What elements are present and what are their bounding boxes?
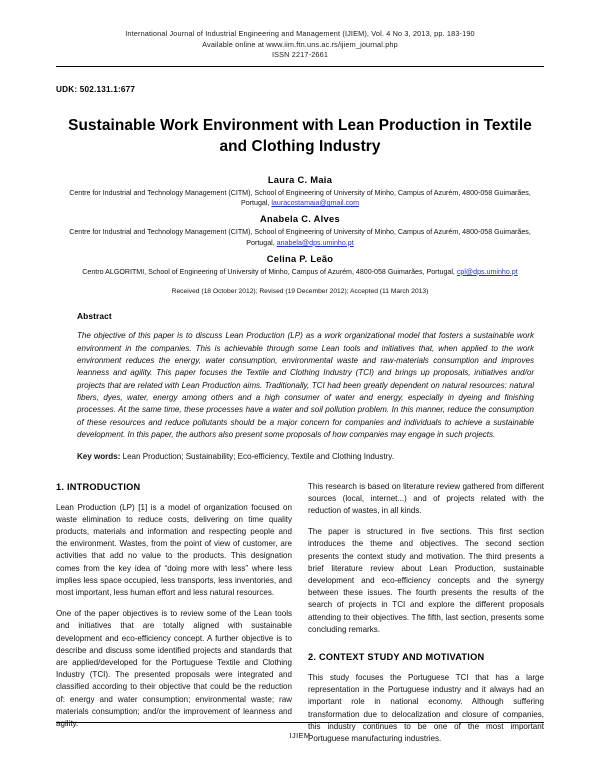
running-head — [56, 0, 544, 61]
affiliation-text: Centro ALGORITMI, School of Engineering of University of Minho, Campus of Azurém, 4800-058 Guimarães, Portugal, — [82, 267, 457, 276]
footer-divider — [56, 722, 544, 723]
paragraph: This research is based on literature review gathered from different sources (local, internet...) and of projects related with the reduction of wastes, in all kinds. — [308, 481, 544, 515]
running-head-line-3: ISSN 2217-2661 — [271, 50, 329, 60]
submission-dates: Received (18 October 2012); Revised (19 December 2012); Accepted (11 March 2013) — [171, 288, 429, 296]
page-title: Sustainable Work Environment with Lean Production in Textile and Clothing Industry — [68, 116, 532, 155]
keywords-line — [77, 451, 534, 463]
abstract-body: The objective of this paper is to discuss Lean Production (LP) as a work organizational model that fosters a sustainable work environment in the companies. This is achievable through some Lean tools and initiatives that, when applied to the work environment reduces the energy, water consumption, environmental waste and raw-materials consumption and improves leanness and agility. This paper focuses the Textile and Clothing Industry (TCI) and brings up proposals, initiatives and/or projects that are related with Lean Production aims. Traditionally, TCI had been greatly dependent on natural resources: natural fibers, dyes, water, energy among others and a high consumer of water and energy, especially in dyeing and finishing processes. At the same time, these processes have a water and soil pollution problem. In this manner, reduce the consumption of these resources and reduce pollutants should be a major concern for companies and individuals to achieve a sustainable development. In this paper, the authors also present some proposals of how companies may engage in such projects. — [77, 331, 534, 440]
author-name: Anabela C. Alves — [260, 214, 340, 225]
author-list — [56, 174, 544, 277]
paragraph: The paper is structured in five sections. This first section introduces the theme and objectives. The second section presents the context study and motivation. The third presents a brief literature review about Lean Production, sustainable development and eco-efficiency concepts and the synergy between these issues. The fourth presents the results of the search of projects in TCI and explore the different proposals attending to their objectives. The fifth, last section, presents some concluding remarks. — [308, 527, 544, 634]
affiliation-text: Centre for Industrial and Technology Management (CITM), School of Engineering of University of Minho, Campus of Azurém, 4800-058 Guimarães, Portugal, — [69, 228, 531, 247]
page-content — [56, 0, 544, 745]
footer-journal-label: IJIEM — [289, 731, 311, 740]
section-heading-introduction: 1. INTRODUCTION — [56, 481, 141, 492]
section-heading-context-study: 2. CONTEXT STUDY AND MOTIVATION — [308, 652, 485, 662]
author-email-link[interactable]: cpl@dps.uminho.pt — [456, 267, 518, 276]
left-column — [56, 481, 292, 746]
keywords-value: Lean Production; Sustainability; Eco-efficiency, Textile and Clothing Industry. — [120, 452, 394, 462]
keywords-label: Key words: — [77, 452, 121, 462]
paragraph: One of the paper objectives is to review some of the Lean tools and initiatives that are totally aligned with sustainable development and eco-efficiency concept. A further objective is to describe and discuss some identified projects and standards that are applied/developed for the Portuguese Textile and Clothing Industry (TCI). The presented proposals were integrated and classified according to their objective that could be the reduction of: energy and water consumption; environmental waste; raw materials consumption; and/or the improvement of leanness and agility. — [56, 609, 292, 729]
page-footer — [56, 722, 544, 740]
paragraph: Lean Production (LP) [1] is a model of organization focused on waste elimination to reduce costs, delivering on time quality products, materials and information and respecting people and the environment. Wastes, from the point of view of customer, are activities that add no value to the products. This designation comes from the key idea of “doing more with less” where less implies less space occupied, less transports, less inventories, and most important, less human effort and less natural resources. — [56, 502, 292, 597]
header-divider — [56, 66, 544, 67]
paragraph: This study focuses the Portuguese TCI that has a large representation in the Portuguese industry and it always had an important role in national economy. Although suffering transformation due to delocalization and closure of companies, this industry continues to be one of the most important Portuguese manufacturing industries. — [308, 673, 544, 744]
body-columns — [56, 481, 544, 746]
running-head-line-2: Available online at www.iim.ftn.uns.ac.rs/ijiem_journal.php — [202, 39, 398, 49]
author-email-link[interactable]: anabela@dps.uminho.pt — [276, 238, 354, 247]
author-block — [56, 213, 544, 248]
abstract-section — [56, 311, 544, 463]
author-name: Laura C. Maia — [267, 174, 333, 185]
right-column — [308, 481, 544, 746]
abstract-heading: Abstract — [77, 311, 112, 322]
author-affiliation — [56, 227, 544, 248]
udk-classification: UDK: 502.131.1:677 — [56, 84, 136, 94]
author-affiliation — [56, 267, 544, 277]
author-name: Celina P. Leão — [266, 253, 334, 264]
running-head-line-1: International Journal of Industrial Engineering and Management (IJIEM), Vol. 4 No 3, 2013, pp. 183-190 — [125, 29, 475, 38]
author-email-link[interactable]: lauracostamaia@gmail.com — [271, 199, 359, 208]
affiliation-text: Centre for Industrial and Technology Management (CITM), School of Engineering of University of Minho, Campus of Azurém, 4800-058 Guimarães, Portugal, — [69, 188, 531, 208]
author-block — [56, 174, 544, 209]
author-block — [56, 253, 544, 277]
author-affiliation — [56, 188, 544, 209]
